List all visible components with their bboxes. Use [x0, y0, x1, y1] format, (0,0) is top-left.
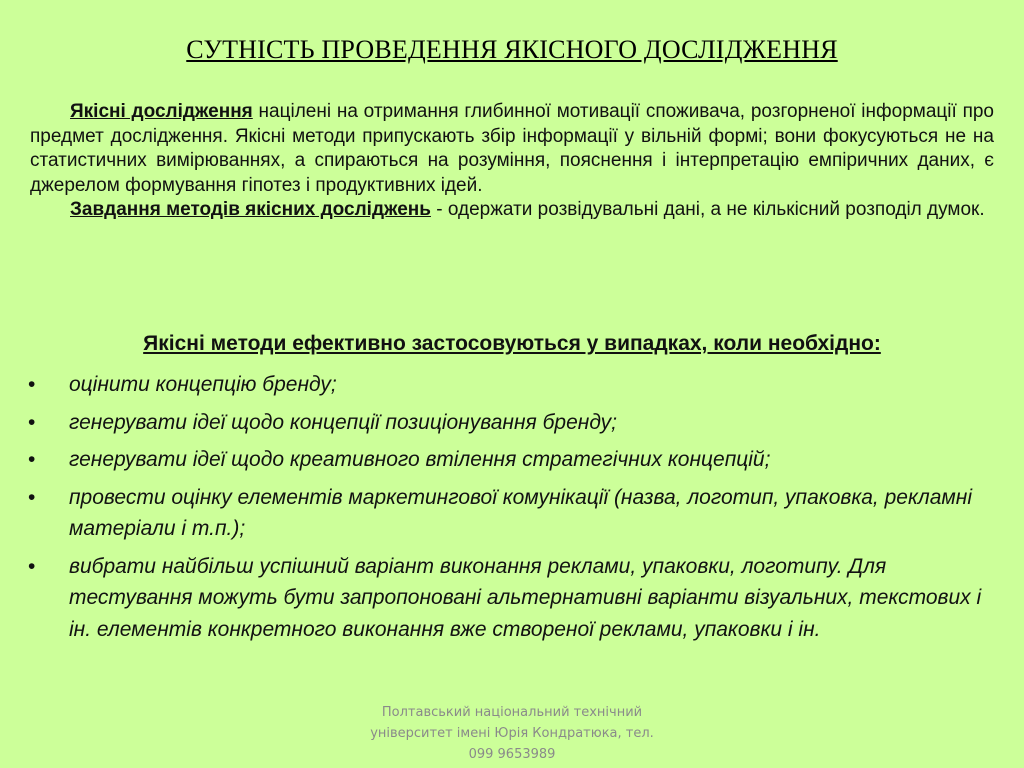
intro-paragraph-2: [30, 198, 994, 223]
intro-paragraph-1: [30, 100, 994, 198]
footer-line-2: університет імені Юрія Кондратюка, тел.: [370, 726, 654, 741]
bullet-icon: •: [28, 373, 36, 396]
qualitative-research-term: Якісні дослідження: [70, 101, 253, 122]
footer-contact: [312, 702, 712, 765]
list-item-text: генерувати ідеї щодо концепції позиціонування бренду;: [69, 410, 618, 434]
intro-paragraph-2-text: - одержати розвідувальні дані, а не кількісний розподіл думок.: [430, 199, 985, 221]
list-item: [28, 369, 996, 401]
research-task-term: Завдання методів якісних досліджень: [70, 199, 431, 221]
list-item-text: генерувати ідеї щодо креативного втілення стратегічних концепцій;: [69, 448, 771, 471]
footer-line-3: 099 9653989: [468, 747, 556, 762]
list-item-text: оцінити концепцію бренду;: [69, 373, 337, 396]
bullet-icon: •: [28, 410, 36, 434]
footer-line-1: Полтавський національний технічний: [381, 705, 643, 720]
list-item: [28, 444, 996, 476]
bullet-icon: •: [28, 485, 36, 509]
list-item: [28, 551, 996, 646]
list-item-text: провести оцінку елементів маркетингової комунікації (назва, логотип, упаковка, рекламні матеріали і т.п.);: [69, 485, 973, 540]
list-item: [28, 482, 996, 545]
list-item-text: вибрати найбільш успішний варіант виконання реклами, упаковки, логотипу. Для тестування можуть бути запропоновані альтернативні варіанти візуальних, текстових і ін. елементів конкретного виконання вже створеної реклами, упаковки і ін.: [69, 554, 982, 641]
bullet-icon: •: [28, 554, 36, 578]
list-item: [28, 407, 996, 439]
cases-heading: Якісні методи ефективно застосовуються у випадках, коли необхідно:: [143, 332, 881, 355]
cases-list: [28, 369, 996, 651]
bullet-icon: •: [28, 448, 36, 471]
intro-text: [30, 100, 994, 223]
intro-paragraph-1-text: націлені на отримання глибинної мотивації споживача, розгорненої інформації про предмет дослідження. Якісні методи припускають збір інформації у вільній формі; вони фокусуються не на статистичних вимірюваннях, а спираються на розуміння, пояснення і інтерпретацію емпіричних даних, є джерелом формування гіпотез і продуктивних ідей.: [30, 101, 994, 196]
slide-title: СУТНІСТЬ ПРОВЕДЕННЯ ЯКІСНОГО ДОСЛІДЖЕННЯ: [186, 35, 838, 64]
